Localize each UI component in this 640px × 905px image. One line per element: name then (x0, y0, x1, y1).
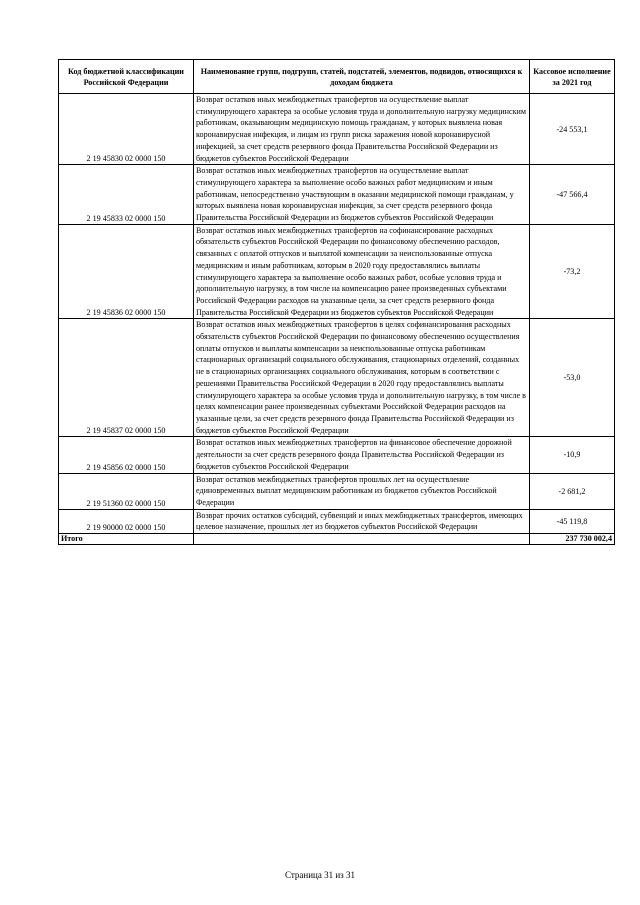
table-row (59, 437, 615, 473)
row-name: Возврат остатков межбюджетных трансфертов прошлых лет на осуществление единовременных выплат медицинским работникам из бюджетов субъектов Российской Федерации (194, 473, 530, 509)
header-code: Код бюджетной классификации Российской Федерации (59, 60, 194, 94)
row-name: Возврат остатков иных межбюджетных трансфертов на осуществление выплат стимулирующего характера за выполнение особо важных работ медицинским и иным работникам, непосредственно участвующим в оказании медицинской помощи гражданам, у которых выявлена новая коронавирусная инфекция, за счет средств резервного фонда Правительства Российской Федерации из бюджетов субъектов Российской Федерации (194, 165, 530, 225)
row-amount: -45 119,8 (530, 509, 615, 533)
row-name: Возврат остатков иных межбюджетных трансфертов на финансовое обеспечение дорожной деятельности за счет средств резервного фонда Правительства Российской Федерации из бюджетов субъектов Российской Федерации (194, 437, 530, 473)
table-row (59, 94, 615, 165)
total-spacer (194, 534, 530, 545)
row-amount: -53,0 (530, 319, 615, 437)
row-amount: -2 681,2 (530, 473, 615, 509)
total-amount: 237 730 002,4 (530, 534, 615, 545)
row-name: Возврат остатков иных межбюджетных трансфертов на софинансирование расходных обязательств субъектов Российской Федерации по финансовому обеспечению расходов, связанных с оплатой отпусков и выплатой компенсации за неиспользованные отпуска медицинским и иным работникам, которым в 2020 году предоставлялись выплаты стимулирующего характера за выполнение особо важных работ, особые условия труда и дополнительную нагрузку, в том числе на компенсацию ранее произведенных субъектами Российской Федерации расходов на указанные цели, за счет средств резервного фонда Правительства Российской Федерации из бюджетов субъектов Российской Федерации (194, 224, 530, 319)
row-name: Возврат остатков иных межбюджетных трансфертов в целях софинансирования расходных обязательств субъектов Российской Федерации по финансовому обеспечению осуществления оплаты отпусков и выплаты компенсации за неиспользованные отпуска работникам стационарных организаций социального обслуживания, стационарных отделений, созданных не в стационарных организациях социального обслуживания, которым в соответствии с решениями Правительства Российской Федерации в 2020 году предоставлялись выплаты стимулирующего характера за особые условия труда и дополнительную нагрузку, в том числе в целях компенсации ранее произведенных субъектами Российской Федерации расходов на указанные цели, за счет средств резервного фонда Правительства Российской Федерации из бюджетов субъектов Российской Федерации (194, 319, 530, 437)
row-amount: -73,2 (530, 224, 615, 319)
row-code: 2 19 45856 02 0000 150 (59, 437, 194, 473)
row-amount: -47 566,4 (530, 165, 615, 225)
header-amount: Кассовое исполнение за 2021 год (530, 60, 615, 94)
header-name: Наименование групп, подгрупп, статей, подстатей, элементов, подвидов, относящихся к доходам бюджета (194, 60, 530, 94)
row-name: Возврат остатков иных межбюджетных трансфертов на осуществление выплат стимулирующего характера за особые условия труда и дополнительную нагрузку медицинским работникам, оказывающим медицинскую помощь гражданам, у которых выявлена новая коронавирусная инфекция, и лицам из групп риска заражения новой коронавирусной инфекцией, за счет средств резервного фонда Правительства Российской Федерации из бюджетов субъектов Российской Федерации (194, 94, 530, 165)
row-code: 2 19 90000 02 0000 150 (59, 509, 194, 533)
total-row (59, 534, 615, 545)
row-code: 2 19 51360 02 0000 150 (59, 473, 194, 509)
total-label: Итого (59, 534, 194, 545)
row-code: 2 19 45830 02 0000 150 (59, 94, 194, 165)
row-code: 2 19 45837 02 0000 150 (59, 319, 194, 437)
row-name: Возврат прочих остатков субсидий, субвенций и иных межбюджетных трансфертов, имеющих целевое назначение, прошлых лет из бюджетов субъектов Российской Федерации (194, 509, 530, 533)
table-row (59, 165, 615, 225)
row-code: 2 19 45836 02 0000 150 (59, 224, 194, 319)
table-row (59, 319, 615, 437)
table-row (59, 509, 615, 533)
row-code: 2 19 45833 02 0000 150 (59, 165, 194, 225)
row-amount: -10,9 (530, 437, 615, 473)
table-row (59, 473, 615, 509)
table-row (59, 224, 615, 319)
row-amount: -24 553,1 (530, 94, 615, 165)
page-number: Страница 31 из 31 (285, 870, 355, 880)
budget-revenue-table (58, 59, 615, 545)
table-header-row (59, 60, 615, 94)
